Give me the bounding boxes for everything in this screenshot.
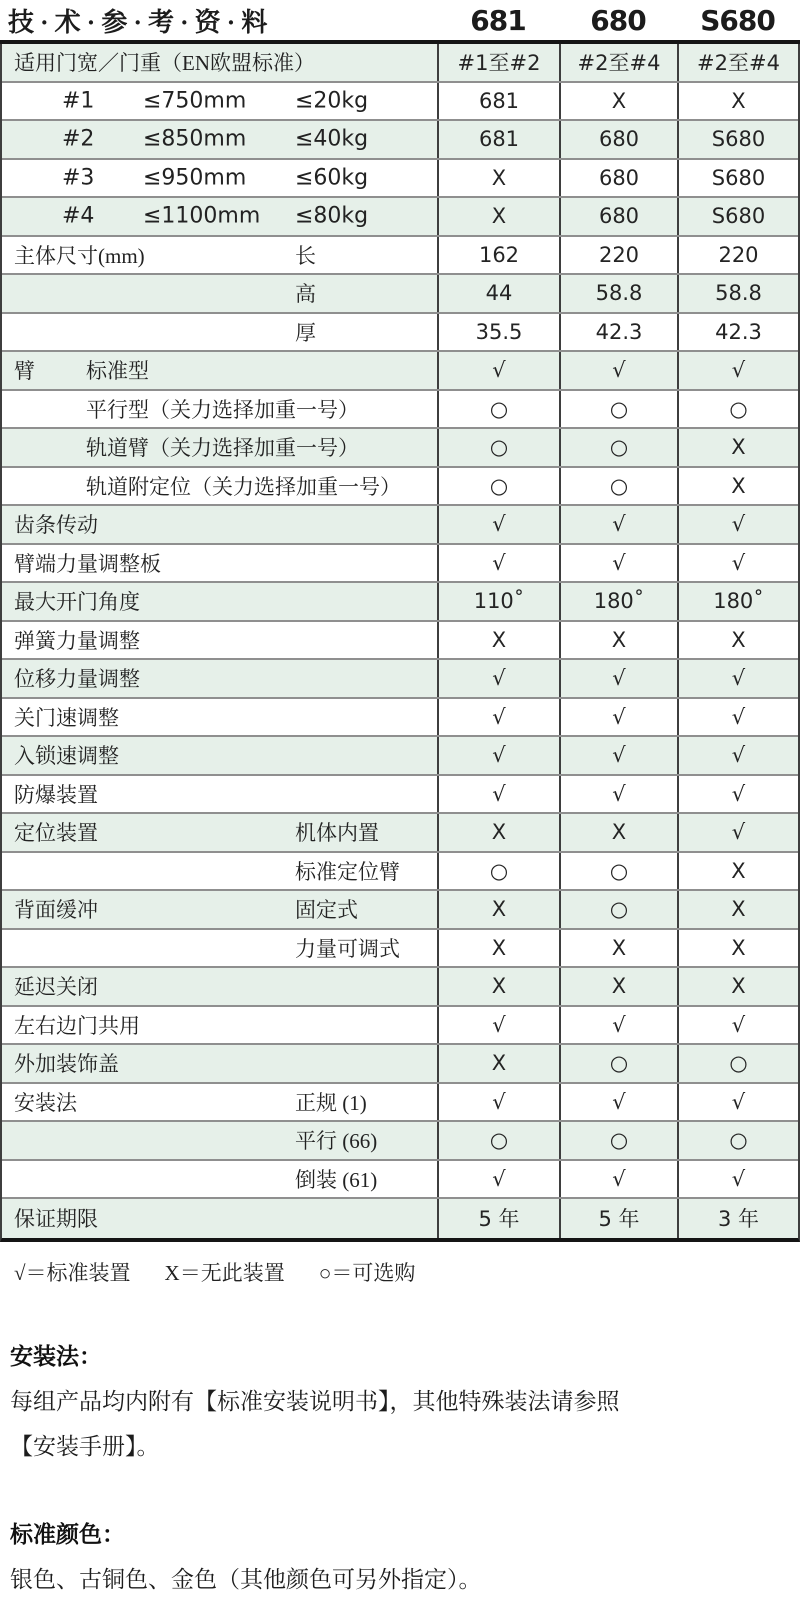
cell-value: X bbox=[437, 968, 559, 1005]
cell-value: 58.8 bbox=[559, 275, 677, 312]
cell-value: √ bbox=[677, 1007, 798, 1044]
row-label-cell bbox=[2, 1199, 437, 1238]
table-row bbox=[2, 1199, 798, 1238]
row-label-cell bbox=[2, 1007, 437, 1044]
table-row bbox=[2, 121, 798, 160]
cell-value: √ bbox=[677, 699, 798, 736]
table-row bbox=[2, 506, 798, 545]
table-row bbox=[2, 583, 798, 622]
table-row bbox=[2, 198, 798, 237]
cell-value: √ bbox=[437, 506, 559, 543]
cell-value: √ bbox=[677, 352, 798, 389]
row-label-cell bbox=[2, 814, 437, 851]
row-label-cell bbox=[2, 968, 437, 1005]
cell-value: 220 bbox=[677, 237, 798, 274]
cell-value: √ bbox=[677, 1161, 798, 1198]
cell-value: X bbox=[677, 622, 798, 659]
cell-value: 42.3 bbox=[677, 314, 798, 351]
cell-value: ○ bbox=[437, 853, 559, 890]
row-label-sub: 固定式 bbox=[295, 898, 358, 923]
row-label-main: 背面缓冲 bbox=[14, 898, 98, 923]
row-label-num: #1 bbox=[62, 88, 95, 114]
row-label-main: 齿条传动 bbox=[14, 513, 98, 538]
cell-value: √ bbox=[559, 699, 677, 736]
row-label-sub: 倒装 (61) bbox=[295, 1167, 378, 1192]
cell-value: √ bbox=[437, 1007, 559, 1044]
row-label-wt: ≤60kg bbox=[295, 165, 369, 191]
table-row bbox=[2, 391, 798, 430]
table-row bbox=[2, 930, 798, 969]
cell-value: 162 bbox=[437, 237, 559, 274]
row-label-cell bbox=[2, 83, 437, 120]
row-label-sub: 力量可调式 bbox=[295, 936, 400, 961]
row-label-main: 弹簧力量调整 bbox=[14, 628, 140, 653]
row-label-main: 臂端力量调整板 bbox=[14, 551, 161, 576]
row-label-sub: 高 bbox=[295, 282, 316, 307]
row-label-cell bbox=[2, 930, 437, 967]
row-label-cell bbox=[2, 506, 437, 543]
row-label-cell bbox=[2, 121, 437, 158]
row-label-main: 安装法 bbox=[14, 1090, 77, 1115]
table-row bbox=[2, 237, 798, 276]
cell-value: √ bbox=[677, 506, 798, 543]
row-label-sub: 厚 bbox=[295, 320, 316, 345]
cell-value: √ bbox=[559, 352, 677, 389]
row-label-cell bbox=[2, 699, 437, 736]
row-label-size: ≤1100mm bbox=[143, 203, 261, 229]
table-row bbox=[2, 699, 798, 738]
row-label-cell bbox=[2, 545, 437, 582]
table-row bbox=[2, 314, 798, 353]
cell-value: √ bbox=[559, 1161, 677, 1198]
table-row bbox=[2, 83, 798, 122]
cell-value: 42.3 bbox=[559, 314, 677, 351]
legend-not-available: X＝无此装置 bbox=[164, 1260, 285, 1285]
cell-value: ○ bbox=[437, 391, 559, 428]
cell-value: ○ bbox=[437, 468, 559, 505]
spec-table bbox=[0, 44, 800, 1242]
table-row bbox=[2, 891, 798, 930]
row-label-size: ≤950mm bbox=[143, 165, 247, 191]
row-label-main: 左右边门共用 bbox=[14, 1013, 140, 1038]
cell-value: ○ bbox=[677, 1045, 798, 1082]
table-row bbox=[2, 160, 798, 199]
row-label-arm: 轨道附定位（关力选择加重一号） bbox=[86, 474, 401, 499]
cell-value: X bbox=[677, 930, 798, 967]
cell-value: 110˚ bbox=[437, 583, 559, 620]
header-row bbox=[0, 0, 800, 40]
table-row bbox=[2, 622, 798, 661]
cell-value: √ bbox=[559, 506, 677, 543]
model-column-header-681: 681 bbox=[470, 3, 526, 37]
cell-value: X bbox=[437, 160, 559, 197]
model-column-header-s680: S680 bbox=[700, 3, 775, 37]
table-row bbox=[2, 1084, 798, 1123]
row-label-main: 入锁速调整 bbox=[14, 744, 119, 769]
row-label-cell bbox=[2, 314, 437, 351]
table-row bbox=[2, 737, 798, 776]
row-label-size: ≤850mm bbox=[143, 126, 247, 152]
row-label-main: 适用门宽／门重（EN欧盟标准） bbox=[14, 51, 315, 76]
row-label-cell bbox=[2, 1122, 437, 1159]
model-column-header-680: 680 bbox=[590, 3, 646, 37]
cell-value: #2至#4 bbox=[677, 44, 798, 81]
row-label-main: 臂 bbox=[14, 359, 35, 384]
cell-value: 44 bbox=[437, 275, 559, 312]
cell-value: √ bbox=[677, 1084, 798, 1121]
spec-table-body bbox=[2, 44, 798, 1238]
cell-value: √ bbox=[559, 737, 677, 774]
cell-value: √ bbox=[437, 1084, 559, 1121]
row-label-cell bbox=[2, 1161, 437, 1198]
table-row bbox=[2, 853, 798, 892]
table-row bbox=[2, 1007, 798, 1046]
cell-value: X bbox=[437, 814, 559, 851]
table-row bbox=[2, 545, 798, 584]
row-label-main: 延迟关闭 bbox=[14, 975, 98, 1000]
table-row bbox=[2, 429, 798, 468]
cell-value: X bbox=[559, 622, 677, 659]
cell-value: √ bbox=[437, 776, 559, 813]
row-label-main: 防爆装置 bbox=[14, 782, 98, 807]
row-label-cell bbox=[2, 352, 437, 389]
row-label-wt: ≤20kg bbox=[295, 88, 369, 114]
row-label-cell bbox=[2, 198, 437, 235]
cell-value: X bbox=[677, 83, 798, 120]
row-label-main: 最大开门角度 bbox=[14, 590, 140, 615]
cell-value: ○ bbox=[559, 853, 677, 890]
cell-value: 5 年 bbox=[437, 1199, 559, 1238]
table-row bbox=[2, 352, 798, 391]
cell-value: X bbox=[677, 968, 798, 1005]
cell-value: S680 bbox=[677, 198, 798, 235]
row-label-size: ≤750mm bbox=[143, 88, 247, 114]
row-label-sub: 机体内置 bbox=[295, 821, 379, 846]
cell-value: √ bbox=[559, 660, 677, 697]
cell-value: ○ bbox=[437, 429, 559, 466]
cell-value: S680 bbox=[677, 121, 798, 158]
cell-value: X bbox=[677, 853, 798, 890]
cell-value: √ bbox=[437, 699, 559, 736]
page-title: 技·术·参·考·资·料 bbox=[8, 8, 274, 37]
cell-value: 58.8 bbox=[677, 275, 798, 312]
cell-value: X bbox=[559, 930, 677, 967]
cell-value: ○ bbox=[677, 391, 798, 428]
cell-value: √ bbox=[437, 660, 559, 697]
cell-value: X bbox=[559, 814, 677, 851]
cell-value: S680 bbox=[677, 160, 798, 197]
cell-value: 681 bbox=[437, 121, 559, 158]
cell-value: #2至#4 bbox=[559, 44, 677, 81]
cell-value: X bbox=[677, 468, 798, 505]
row-label-cell bbox=[2, 622, 437, 659]
row-label-arm: 轨道臂（关力选择加重一号） bbox=[86, 436, 359, 461]
row-label-cell bbox=[2, 275, 437, 312]
install-method-text bbox=[10, 1379, 800, 1469]
cell-value: X bbox=[437, 1045, 559, 1082]
row-label-cell bbox=[2, 468, 437, 505]
cell-value: 35.5 bbox=[437, 314, 559, 351]
legend-optional: ○＝可选购 bbox=[318, 1260, 416, 1285]
row-label-cell bbox=[2, 429, 437, 466]
cell-value: 180˚ bbox=[559, 583, 677, 620]
row-label-main: 主体尺寸(mm) bbox=[14, 243, 145, 268]
cell-value: √ bbox=[677, 737, 798, 774]
cell-value: 680 bbox=[559, 198, 677, 235]
row-label-wt: ≤80kg bbox=[295, 203, 369, 229]
cell-value: X bbox=[437, 198, 559, 235]
table-row bbox=[2, 44, 798, 83]
cell-value: ○ bbox=[677, 1122, 798, 1159]
table-row bbox=[2, 275, 798, 314]
row-label-cell bbox=[2, 391, 437, 428]
cell-value: 681 bbox=[437, 83, 559, 120]
cell-value: X bbox=[437, 930, 559, 967]
row-label-cell bbox=[2, 776, 437, 813]
table-row bbox=[2, 1161, 798, 1200]
cell-value: X bbox=[437, 622, 559, 659]
cell-value: X bbox=[559, 968, 677, 1005]
cell-value: √ bbox=[559, 1007, 677, 1044]
install-method-heading: 安装法： bbox=[10, 1343, 102, 1369]
cell-value: ○ bbox=[559, 391, 677, 428]
cell-value: X bbox=[677, 429, 798, 466]
standard-colors-text: 银色、古铜色、金色（其他颜色可另外指定）。 bbox=[10, 1566, 482, 1592]
row-label-cell bbox=[2, 891, 437, 928]
cell-value: 680 bbox=[559, 160, 677, 197]
cell-value: √ bbox=[677, 660, 798, 697]
row-label-cell bbox=[2, 583, 437, 620]
row-label-num: #4 bbox=[62, 203, 95, 229]
row-label-main: 保证期限 bbox=[14, 1207, 98, 1232]
cell-value: √ bbox=[437, 737, 559, 774]
table-row bbox=[2, 660, 798, 699]
cell-value: ○ bbox=[559, 891, 677, 928]
row-label-main: 外加装饰盖 bbox=[14, 1052, 119, 1077]
cell-value: √ bbox=[677, 545, 798, 582]
row-label-sub: 正规 (1) bbox=[295, 1090, 367, 1115]
cell-value: ○ bbox=[559, 429, 677, 466]
cell-value: 180˚ bbox=[677, 583, 798, 620]
row-label-main: 位移力量调整 bbox=[14, 667, 140, 692]
cell-value: 3 年 bbox=[677, 1199, 798, 1238]
row-label-sub: 长 bbox=[295, 243, 316, 268]
row-label-cell bbox=[2, 1084, 437, 1121]
table-row bbox=[2, 468, 798, 507]
row-label-cell bbox=[2, 660, 437, 697]
row-label-arm: 平行型（关力选择加重一号） bbox=[86, 397, 359, 422]
cell-value: √ bbox=[677, 814, 798, 851]
table-row bbox=[2, 1045, 798, 1084]
notes-section bbox=[10, 1338, 800, 1602]
cell-value: √ bbox=[559, 545, 677, 582]
cell-value: ○ bbox=[559, 468, 677, 505]
cell-value: √ bbox=[437, 352, 559, 389]
cell-value: ○ bbox=[437, 1122, 559, 1159]
cell-value: X bbox=[437, 891, 559, 928]
cell-value: 5 年 bbox=[559, 1199, 677, 1238]
table-row bbox=[2, 968, 798, 1007]
cell-value: √ bbox=[559, 776, 677, 813]
row-label-cell bbox=[2, 853, 437, 890]
row-label-num: #2 bbox=[62, 126, 95, 152]
row-label-cell bbox=[2, 1045, 437, 1082]
table-row bbox=[2, 776, 798, 815]
row-label-sub: 平行 (66) bbox=[295, 1129, 378, 1154]
cell-value: 680 bbox=[559, 121, 677, 158]
cell-value: ○ bbox=[559, 1045, 677, 1082]
row-label-cell bbox=[2, 237, 437, 274]
row-label-sub: 标准定位臂 bbox=[295, 859, 400, 884]
row-label-main: 定位装置 bbox=[14, 821, 98, 846]
row-label-arm: 标准型 bbox=[86, 359, 149, 384]
table-row bbox=[2, 814, 798, 853]
row-label-cell bbox=[2, 160, 437, 197]
install-method-line2: 【安装手册】。 bbox=[10, 1433, 160, 1459]
cell-value: √ bbox=[437, 545, 559, 582]
standard-colors-heading: 标准颜色： bbox=[10, 1521, 125, 1547]
cell-value: #1至#2 bbox=[437, 44, 559, 81]
cell-value: √ bbox=[437, 1161, 559, 1198]
row-label-cell bbox=[2, 737, 437, 774]
cell-value: ○ bbox=[559, 1122, 677, 1159]
row-label-wt: ≤40kg bbox=[295, 126, 369, 152]
row-label-num: #3 bbox=[62, 165, 95, 191]
cell-value: X bbox=[559, 83, 677, 120]
cell-value: √ bbox=[559, 1084, 677, 1121]
symbol-legend bbox=[14, 1257, 800, 1287]
cell-value: 220 bbox=[559, 237, 677, 274]
legend-standard: √＝标准装置 bbox=[14, 1260, 131, 1285]
row-label-cell bbox=[2, 44, 437, 81]
install-method-line1: 每组产品均内附有【标准安装说明书】，其他特殊装法请参照 bbox=[10, 1388, 620, 1414]
cell-value: √ bbox=[677, 776, 798, 813]
table-row bbox=[2, 1122, 798, 1161]
row-label-main: 关门速调整 bbox=[14, 705, 119, 730]
cell-value: X bbox=[677, 891, 798, 928]
